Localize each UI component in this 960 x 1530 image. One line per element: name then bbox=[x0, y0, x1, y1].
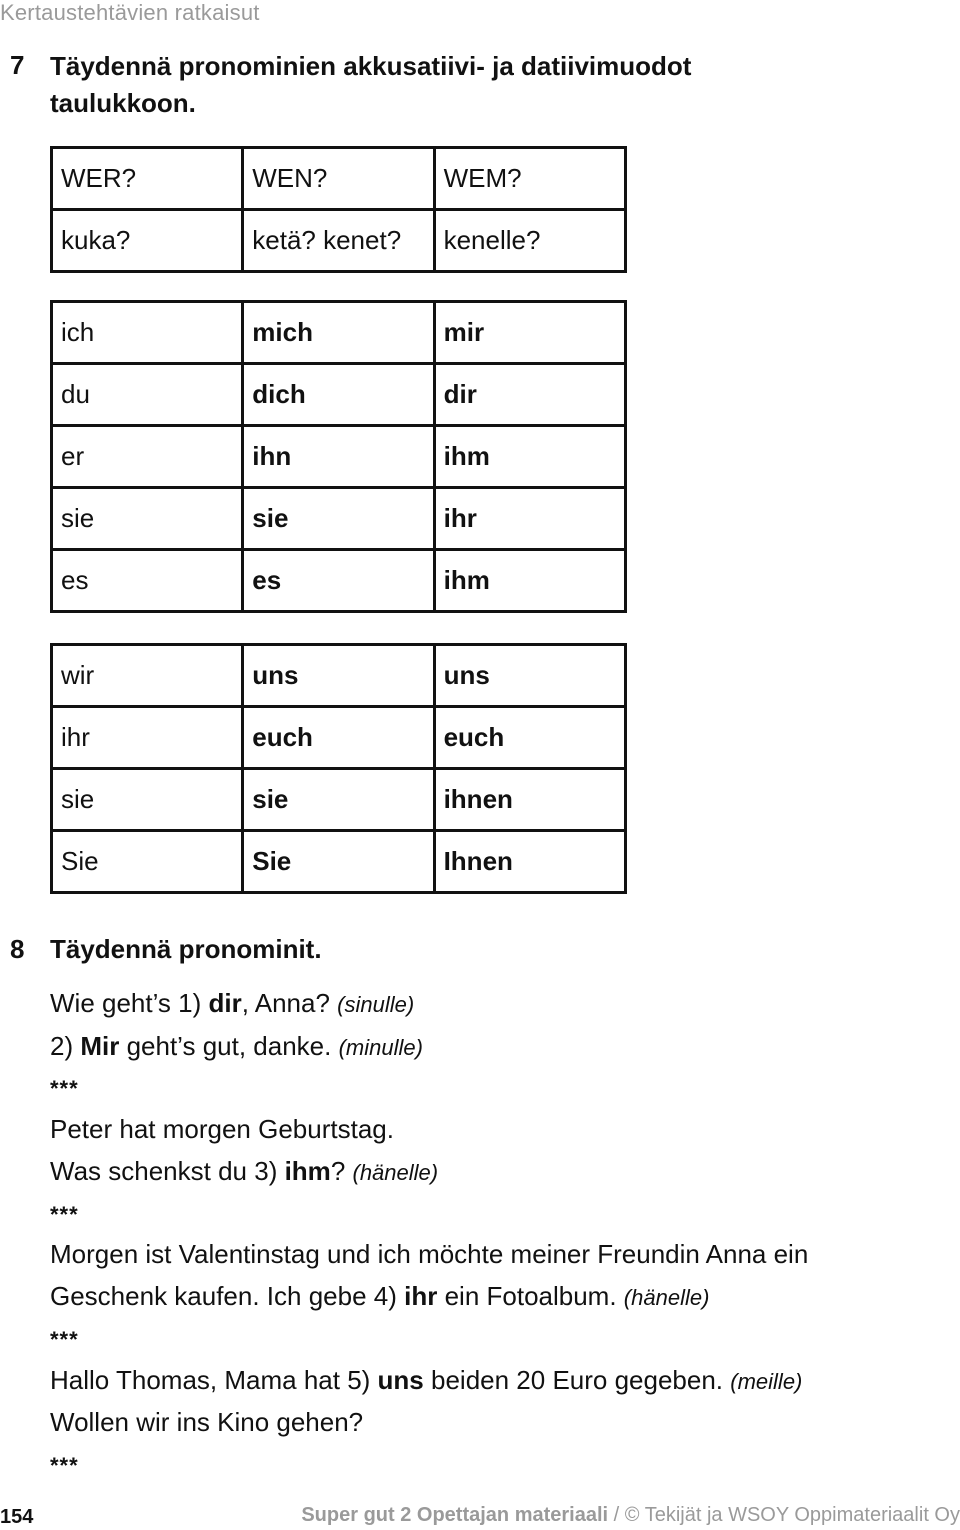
book-title: Super gut 2 Opettajan materiaali bbox=[301, 1504, 609, 1526]
sentence-text: , Anna? bbox=[241, 988, 338, 1018]
table-cell: wir bbox=[52, 645, 243, 707]
table-cell: mich bbox=[243, 302, 434, 364]
copyright-text: / © Tekijät ja WSOY Oppimateriaalit Oy bbox=[608, 1504, 960, 1526]
translation-hint: (hänelle) bbox=[352, 1160, 439, 1185]
table-cell: dich bbox=[243, 364, 434, 426]
table-cell: ihr bbox=[52, 707, 243, 769]
sentence-text: beiden 20 Euro gegeben. bbox=[423, 1365, 731, 1395]
table-cell: kenelle? bbox=[434, 210, 625, 272]
separator: *** bbox=[50, 1327, 79, 1352]
table-cell: es bbox=[243, 550, 434, 612]
sentence-text: ? bbox=[330, 1156, 353, 1186]
table-cell: ihr bbox=[434, 488, 625, 550]
page-footer bbox=[301, 1504, 960, 1527]
table-cell: es bbox=[52, 550, 243, 612]
table-cell: er bbox=[52, 426, 243, 488]
table-row bbox=[52, 707, 626, 769]
table-cell: Ihnen bbox=[434, 831, 625, 893]
translation-hint: (meille) bbox=[730, 1369, 803, 1394]
sentence-text: geht’s gut, danke. bbox=[119, 1031, 339, 1061]
table-cell: ich bbox=[52, 302, 243, 364]
exercise-8-number: 8 bbox=[10, 934, 25, 964]
table-cell: dir bbox=[434, 364, 625, 426]
table-row bbox=[52, 488, 626, 550]
table-cell: euch bbox=[243, 707, 434, 769]
sentence-line bbox=[50, 1031, 423, 1063]
sentence-line bbox=[50, 1281, 709, 1313]
sentence-text: Hallo Thomas, Mama hat 5) bbox=[50, 1365, 378, 1395]
sentence-line: Wollen wir ins Kino gehen? bbox=[50, 1407, 364, 1437]
table-cell: sie bbox=[52, 769, 243, 831]
table-cell: ihm bbox=[434, 426, 625, 488]
table-cell: uns bbox=[434, 645, 625, 707]
translation-hint: (hänelle) bbox=[623, 1285, 710, 1310]
sentence-line bbox=[50, 1156, 438, 1188]
table-cell: uns bbox=[243, 645, 434, 707]
exercise-8-title: Täydennä pronominit. bbox=[50, 934, 322, 964]
answer-text: ihr bbox=[404, 1281, 438, 1311]
separator: *** bbox=[50, 1202, 79, 1227]
table-cell: sie bbox=[243, 769, 434, 831]
table-row bbox=[52, 769, 626, 831]
table-cell: ihn bbox=[243, 426, 434, 488]
sentence-text: Geschenk kaufen. Ich gebe 4) bbox=[50, 1281, 405, 1311]
table-cell: ihm bbox=[434, 550, 625, 612]
answer-text: uns bbox=[377, 1365, 424, 1395]
table-row bbox=[52, 550, 626, 612]
exercise-7-title-line-1: Täydennä pronominien akkusatiivi- ja datiivimuodot bbox=[50, 51, 692, 81]
table-cell: Sie bbox=[243, 831, 434, 893]
table-row bbox=[52, 302, 626, 364]
table-cell: ketä? kenet? bbox=[243, 210, 434, 272]
sentence-text: Wie geht’s 1) bbox=[50, 988, 209, 1018]
table-cell: mir bbox=[434, 302, 625, 364]
answer-text: dir bbox=[208, 988, 242, 1018]
exercise-7-title bbox=[50, 48, 691, 122]
sentence-line bbox=[50, 1365, 802, 1397]
question-table bbox=[50, 146, 627, 273]
singular-pronoun-table bbox=[50, 300, 627, 613]
table-cell: sie bbox=[243, 488, 434, 550]
sentence-line: Morgen ist Valentinstag und ich möchte meiner Freundin Anna ein bbox=[50, 1239, 809, 1269]
exercise-7-title-line-2: taulukkoon. bbox=[50, 88, 196, 118]
separator: *** bbox=[50, 1453, 79, 1478]
table-cell: WEM? bbox=[434, 148, 625, 210]
table-cell: Sie bbox=[52, 831, 243, 893]
sentence-text: Was schenkst du 3) bbox=[50, 1156, 285, 1186]
page-header: Kertaustehtävien ratkaisut bbox=[0, 0, 260, 25]
table-row bbox=[52, 210, 626, 272]
page-number: 154 bbox=[0, 1506, 34, 1528]
translation-hint: (minulle) bbox=[338, 1035, 423, 1060]
sentence-text: ein Fotoalbum. bbox=[437, 1281, 624, 1311]
table-cell: euch bbox=[434, 707, 625, 769]
translation-hint: (sinulle) bbox=[337, 992, 415, 1017]
table-cell: du bbox=[52, 364, 243, 426]
separator: *** bbox=[50, 1076, 79, 1101]
sentence-line: Peter hat morgen Geburtstag. bbox=[50, 1114, 394, 1144]
table-row bbox=[52, 364, 626, 426]
answer-text: ihm bbox=[284, 1156, 331, 1186]
sentence-line bbox=[50, 988, 414, 1020]
table-row bbox=[52, 831, 626, 893]
table-row bbox=[52, 645, 626, 707]
table-cell: WER? bbox=[52, 148, 243, 210]
exercise-7-number: 7 bbox=[10, 50, 25, 80]
table-cell: sie bbox=[52, 488, 243, 550]
sentence-text: 2) bbox=[50, 1031, 81, 1061]
plural-pronoun-table bbox=[50, 643, 627, 894]
table-row bbox=[52, 148, 626, 210]
answer-text: Mir bbox=[80, 1031, 120, 1061]
table-cell: ihnen bbox=[434, 769, 625, 831]
table-cell: WEN? bbox=[243, 148, 434, 210]
table-cell: kuka? bbox=[52, 210, 243, 272]
table-row bbox=[52, 426, 626, 488]
